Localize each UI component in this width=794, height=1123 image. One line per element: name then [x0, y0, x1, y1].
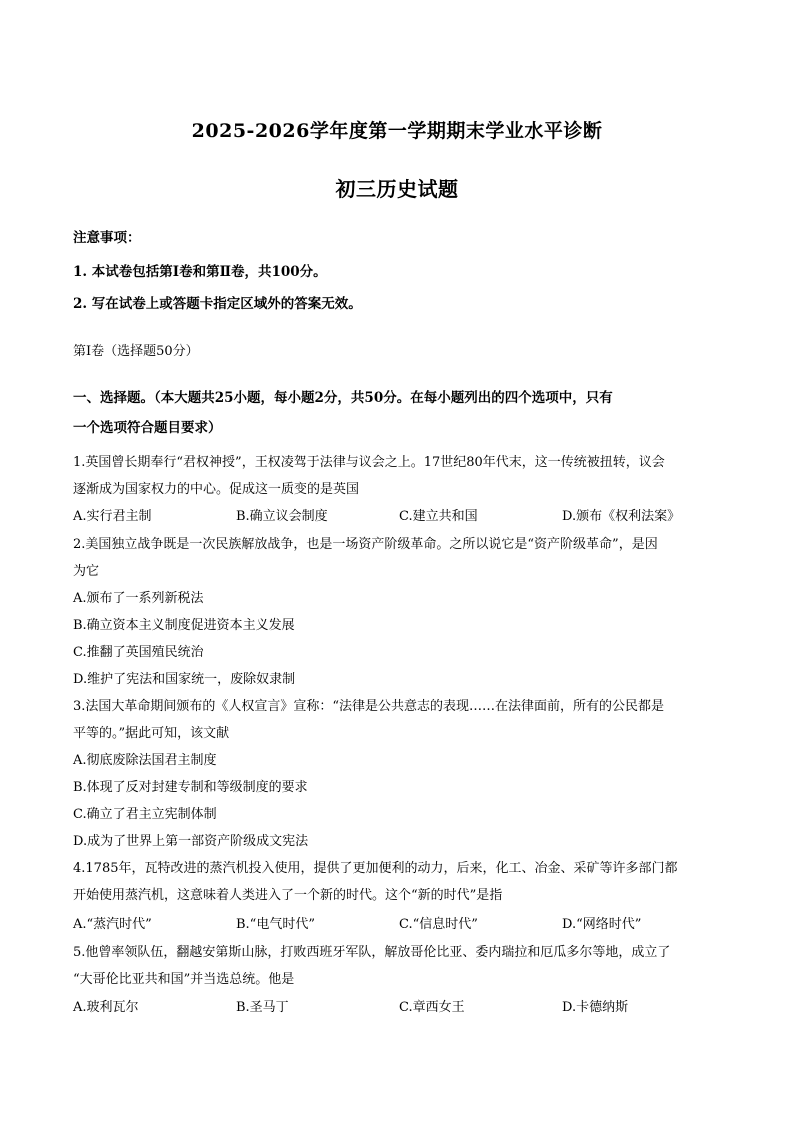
- question-1-option-b: B.确立议会制度: [236, 509, 328, 524]
- question-3-option-a: A.彻底废除法国君主制度: [73, 753, 217, 768]
- question-2-stem: 2.美国独立战争既是一次民族解放战争，也是一场资产阶级革命。之所以说它是“资产阶级革命”，是因: [73, 537, 658, 552]
- volume-heading: 第Ⅰ卷（选择题50分）: [73, 344, 199, 359]
- question-4-option-b: B.“电气时代”: [236, 917, 315, 932]
- question-1-option-c: C.建立共和国: [399, 509, 478, 524]
- question-5-option-d: D.卡德纳斯: [562, 1000, 629, 1015]
- question-2-option-a: A.颁布了一系列新税法: [73, 591, 204, 606]
- question-4-stem: 4.1785年，瓦特改进的蒸汽机投入使用，提供了更加便利的动力，后来，化工、冶金、采矿等许多部门都: [73, 861, 678, 876]
- question-5-option-a: A.玻利瓦尔: [73, 1000, 139, 1015]
- question-3-option-c: C.确立了君主立宪制体制: [73, 807, 217, 822]
- question-4-stem-cont: 开始使用蒸汽机，这意味着人类进入了一个新的时代。这个“新的时代”是指: [73, 888, 503, 903]
- question-1-stem-cont: 逐渐成为国家权力的中心。促成这一质变的是英国: [73, 482, 360, 497]
- question-1-option-a: A.实行君主制: [73, 509, 152, 524]
- question-2-stem-cont: 为它: [73, 564, 100, 579]
- question-3-option-b: B.体现了反对封建专制和等级制度的要求: [73, 780, 308, 795]
- question-5-option-b: B.圣马丁: [236, 1000, 289, 1015]
- question-3-option-d: D.成为了世界上第一部资产阶级成文宪法: [73, 834, 309, 849]
- notes-item-2: 2. 写在试卷上或答题卡指定区域外的答案无效。: [73, 296, 362, 312]
- question-4-option-a: A.“蒸汽时代”: [73, 917, 152, 932]
- question-5-options: [73, 999, 723, 1017]
- question-4-options: [73, 916, 723, 934]
- question-2-option-b: B.确立资本主义制度促进资本主义发展: [73, 618, 295, 633]
- question-5-stem-cont: “大哥伦比亚共和国”并当选总统。他是: [73, 972, 295, 987]
- question-1-option-d: D.颁布《权利法案》: [562, 509, 681, 524]
- question-5-stem: 5.他曾率领队伍，翻越安第斯山脉，打败西班牙军队，解放哥伦比亚、委内瑞拉和厄瓜多尔等地，成立了: [73, 945, 671, 960]
- exam-title: 2025-2026学年度第一学期期末学业水平诊断: [191, 120, 603, 142]
- notes-item-1: 1. 本试卷包括第Ⅰ卷和第Ⅱ卷，共100分。: [73, 264, 327, 280]
- question-5-option-c: C.章西女王: [399, 1000, 465, 1015]
- question-3-stem: 3.法国大革命期间颁布的《人权宣言》宣称：“法律是公共意志的表现……在法律面前，所有的公民都是: [73, 699, 665, 714]
- section-instruction: 一、选择题。（本大题共25小题，每小题2分，共50分。在每小题列出的四个选项中，只有: [73, 390, 613, 406]
- question-3-stem-cont: 平等的。”据此可知，该文献: [73, 726, 230, 741]
- question-4-option-d: D.“网络时代”: [562, 917, 642, 932]
- question-2-option-d: D.维护了宪法和国家统一，废除奴隶制: [73, 672, 296, 687]
- section-instruction-cont: 一个选项符合题目要求）: [73, 420, 222, 436]
- question-4-option-c: C.“信息时代”: [399, 917, 478, 932]
- question-2-option-c: C.推翻了英国殖民统治: [73, 645, 204, 660]
- exam-subtitle: 初三历史试题: [335, 177, 459, 201]
- question-1-options: [73, 508, 723, 526]
- question-1-stem: 1.英国曾长期奉行“君权神授”，王权凌驾于法律与议会之上。17世纪80年代末，这一传统被扭转，议会: [73, 455, 665, 470]
- notes-heading: 注意事项：: [73, 230, 141, 246]
